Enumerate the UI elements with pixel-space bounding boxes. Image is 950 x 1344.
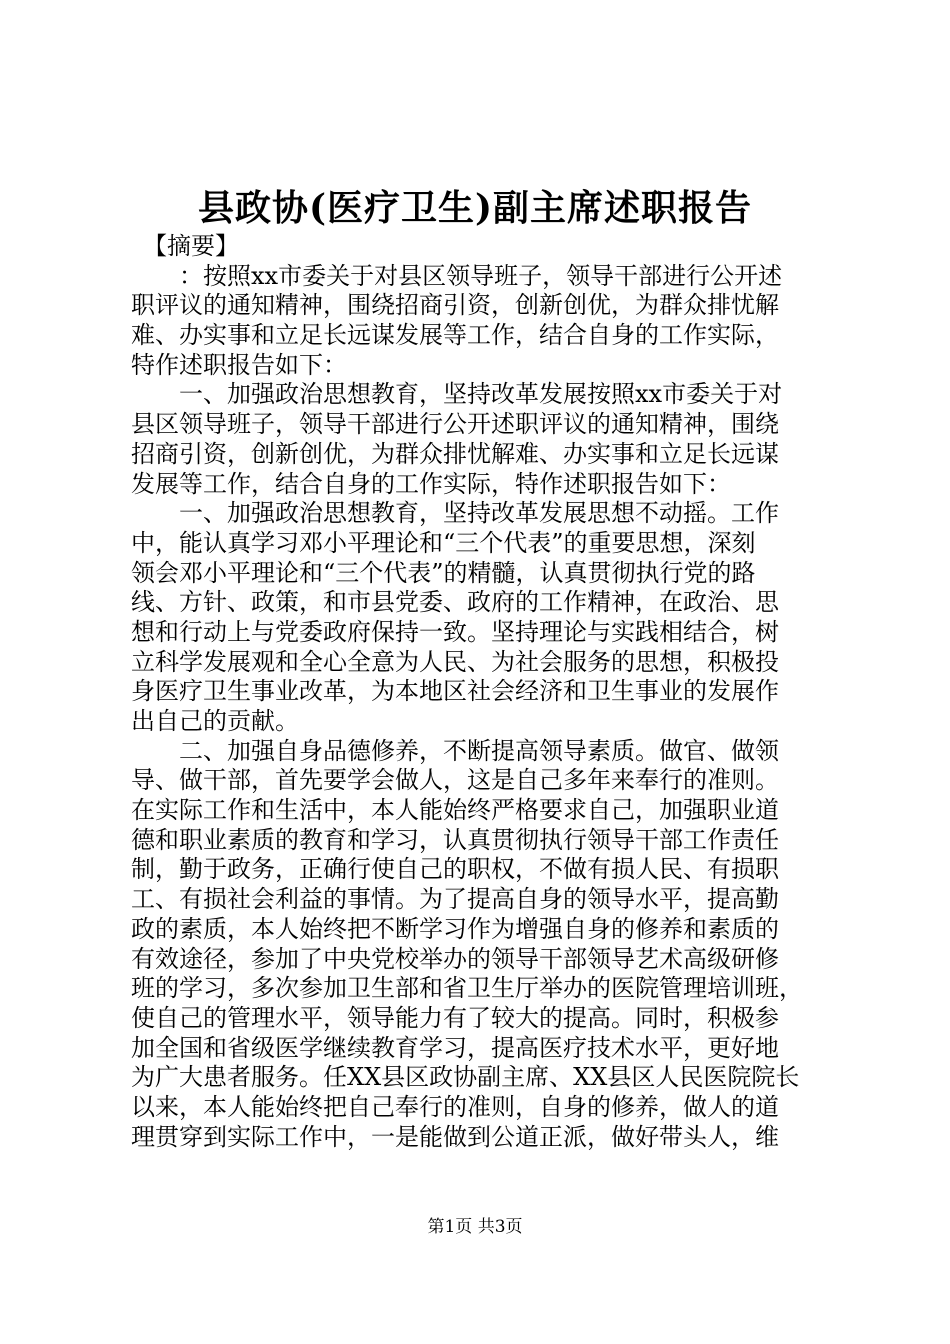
body-line: ：按照xx市委关于对县区领导班子，领导干部进行公开述 (131, 261, 783, 290)
body-line: 以来，本人能始终把自己奉行的准则，自身的修养，做人的道 (131, 1092, 779, 1121)
body-line: 导、做干部，首先要学会做人，这是自己多年来奉行的准则。 (131, 766, 779, 795)
body-line: 身医疗卫生事业改革，为本地区社会经济和卫生事业的发展作 (131, 677, 779, 706)
page-number: 第1页 共3页 (427, 1217, 523, 1237)
document-title: 县政协(医疗卫生)副主席述职报告 (197, 187, 753, 229)
body-line: 二、加强自身品德修养，不断提高领导素质。做官、做领 (131, 736, 779, 765)
body-line: 发展等工作，结合自身的工作实际，特作述职报告如下： (131, 469, 731, 498)
body-line: 德和职业素质的教育和学习，认真贯彻执行领导干部工作责任 (131, 825, 779, 854)
body-line: 为广大患者服务。任XX县区政协副主席、XX县区人民医院院长 (131, 1063, 800, 1092)
body-line: 一、加强政治思想教育，坚持改革发展按照xx市委关于对 (131, 380, 783, 409)
body-line: 政的素质，本人始终把不断学习作为增强自身的修养和素质的 (131, 914, 779, 943)
body-line: 想和行动上与党委政府保持一致。坚持理论与实践相结合，树 (131, 617, 779, 646)
body-line: 中，能认真学习邓小平理论和“三个代表”的重要思想，深刻 (131, 528, 756, 557)
body-line: 在实际工作和生活中，本人能始终严格要求自己，加强职业道 (131, 796, 779, 825)
body-line: 立科学发展观和全心全意为人民、为社会服务的思想，积极投 (131, 647, 779, 676)
body-line: 【摘要】 (131, 232, 239, 260)
body-line: 工、有损社会利益的事情。为了提高自身的领导水平，提高勤 (131, 885, 779, 914)
body-line: 制，勤于政务，正确行使自己的职权，不做有损人民、有损职 (131, 855, 779, 884)
body-line: 出自己的贡献。 (131, 707, 299, 735)
body-line: 使自己的管理水平，领导能力有了较大的提高。同时，积极参 (131, 1003, 779, 1032)
body-line: 领会邓小平理论和“三个代表”的精髓，认真贯彻执行党的路 (131, 558, 756, 587)
body-line: 一、加强政治思想教育，坚持改革发展思想不动摇。工作 (131, 499, 779, 528)
body-line: 特作述职报告如下： (131, 350, 347, 379)
body-line: 班的学习，多次参加卫生部和省卫生厅举办的医院管理培训班， (131, 974, 803, 1003)
body-line: 招商引资，创新创优，为群众排忧解难、办实事和立足长远谋 (131, 439, 779, 468)
body-line: 线、方针、政策，和市县党委、政府的工作精神，在政治、思 (131, 588, 779, 617)
document-body (131, 232, 841, 1152)
body-line: 难、办实事和立足长远谋发展等工作，结合自身的工作实际， (131, 321, 779, 350)
body-line: 职评议的通知精神，围绕招商引资，创新创优，为群众排忧解 (131, 291, 779, 320)
body-line: 理贯穿到实际工作中，一是能做到公道正派，做好带头人，维 (131, 1122, 779, 1151)
body-line: 县区领导班子，领导干部进行公开述职评议的通知精神，围绕 (131, 410, 779, 439)
body-line: 有效途径，参加了中央党校举办的领导干部领导艺术高级研修 (131, 944, 779, 973)
body-line: 加全国和省级医学继续教育学习，提高医疗技术水平，更好地 (131, 1033, 779, 1062)
